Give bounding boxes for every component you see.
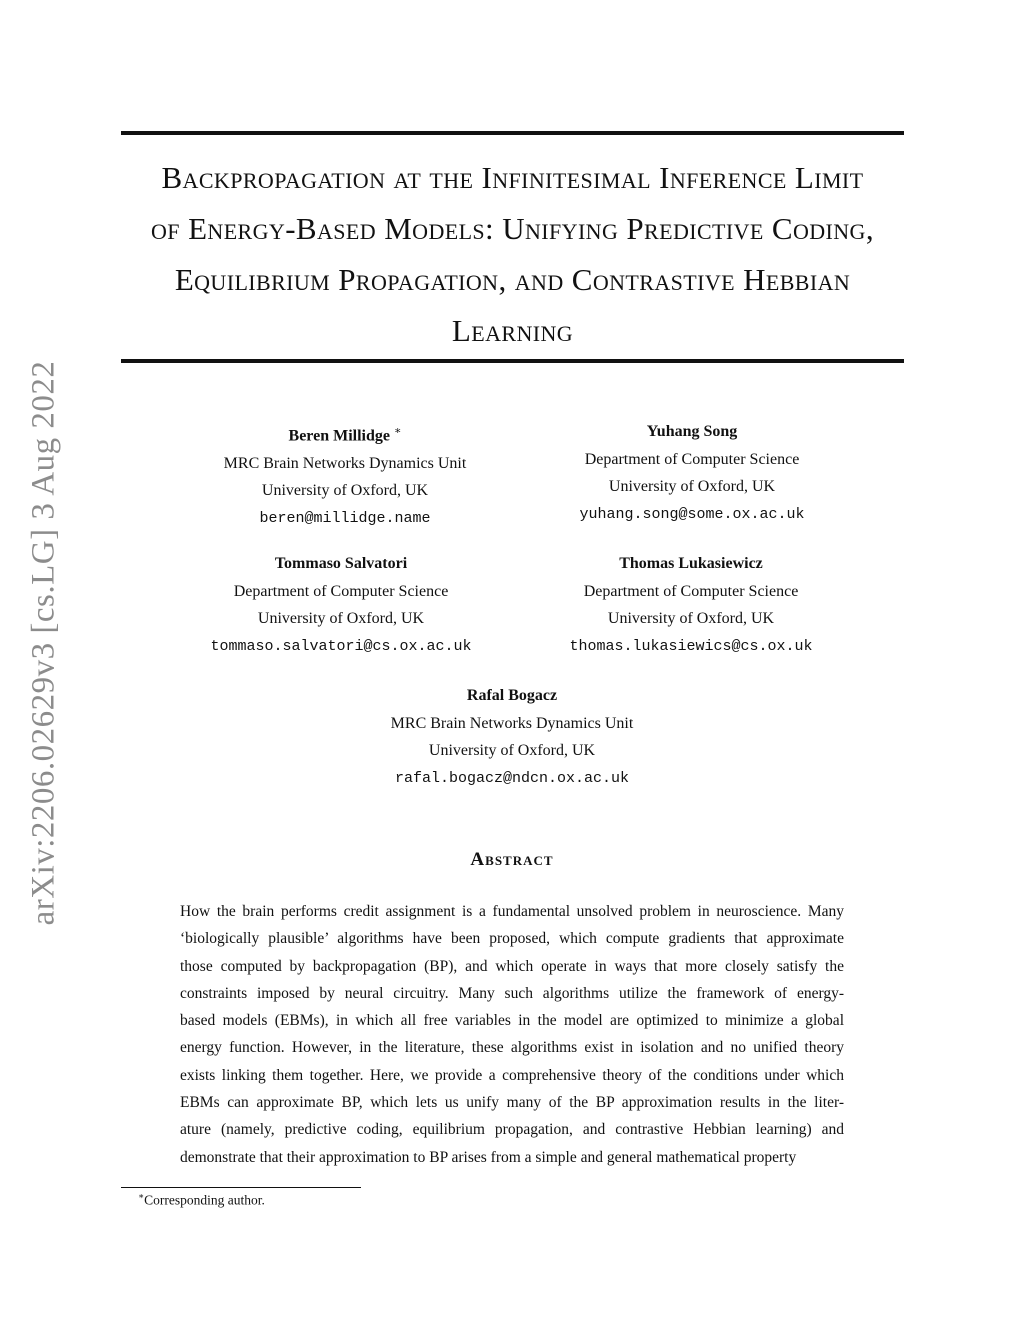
abstract-body	[180, 898, 844, 1171]
author-email[interactable]: thomas.lukasiewics@cs.ox.uk	[569, 637, 813, 655]
abstract-line: EBMs can approximate BP, which lets us unify many of the BP approximation results in the liter-	[180, 1094, 844, 1112]
author-institution: University of Oxford, UK	[608, 478, 776, 495]
title-line: Equilibrium Propagation, and Contrastive Hebbian	[174, 262, 851, 297]
author-affiliation: MRC Brain Networks Dynamics Unit	[223, 454, 467, 472]
author-name: Beren Millidge	[288, 427, 390, 445]
abstract-line: ature (namely, predictive coding, equilibrium propagation, and contrastive Hebbian learning) and	[180, 1121, 844, 1139]
paper-title	[121, 152, 904, 356]
footnote-rule	[121, 1187, 361, 1188]
abstract-line: How the brain performs credit assignment is a fundamental unsolved problem in neuroscience. Many	[180, 903, 844, 920]
author-institution: University of Oxford, UK	[261, 482, 429, 500]
footnote	[138, 1191, 265, 1209]
author-block-lukasiewicz	[511, 550, 871, 660]
author-name: Rafal Bogacz	[466, 687, 558, 704]
author-email[interactable]: tommaso.salvatori@cs.ox.ac.uk	[210, 637, 472, 655]
footnote-mark: ∗	[138, 1191, 145, 1201]
author-affiliation: MRC Brain Networks Dynamics Unit	[390, 714, 634, 732]
title-line: Learning	[451, 313, 574, 348]
author-block-millidge	[165, 418, 525, 532]
author-institution: University of Oxford, UK	[428, 742, 596, 759]
title-line: of Energy-Based Models: Unifying Predictive Coding,	[151, 211, 874, 246]
author-name: Tommaso Salvatori	[274, 555, 408, 572]
author-block-salvatori	[161, 550, 521, 660]
author-email[interactable]: beren@millidge.name	[259, 509, 431, 527]
abstract-line: based models (EBMs), in which all free variables in the model are optimized to minimize a global	[180, 1012, 844, 1030]
abstract-line: those computed by backpropagation (BP), and which operate in ways that more closely satisfy the	[180, 957, 844, 975]
author-name: Thomas Lukasiewicz	[619, 555, 763, 572]
author-institution: University of Oxford, UK	[257, 610, 425, 627]
author-institution: University of Oxford, UK	[607, 610, 775, 627]
abstract-line: ‘biologically plausible’ algorithms have been proposed, which compute gradients that approximate	[180, 930, 844, 948]
author-footnote-mark: ∗	[393, 425, 402, 437]
footnote-text: Corresponding author.	[144, 1192, 265, 1208]
author-email[interactable]: yuhang.song@some.ox.ac.uk	[579, 505, 805, 523]
author-block-bogacz	[332, 682, 692, 792]
abstract-line: exists linking them together. Here, we provide a comprehensive theory of the conditions under which	[180, 1066, 844, 1084]
title-line: Backpropagation at the Infinitesimal Inference Limit	[161, 160, 864, 195]
title-rule-top	[121, 131, 904, 135]
arxiv-identifier: arXiv:2206.02629v3 [cs.LG] 3 Aug 2022	[25, 360, 62, 926]
title-rule-bottom	[121, 359, 904, 363]
abstract-line: demonstrate that their approximation to BP arises from a simple and general mathematical property	[180, 1148, 797, 1166]
author-name: Yuhang Song	[646, 423, 738, 440]
author-affiliation: Department of Computer Science	[584, 450, 800, 468]
author-affiliation: Department of Computer Science	[233, 582, 449, 600]
author-email[interactable]: rafal.bogacz@ndcn.ox.ac.uk	[394, 769, 630, 787]
abstract-heading: Abstract	[470, 849, 554, 870]
abstract-line: constraints imposed by neural circuitry. Many such algorithms utilize the framework of energy-	[180, 984, 844, 1002]
author-affiliation: Department of Computer Science	[583, 582, 799, 600]
author-block-song	[512, 418, 872, 528]
abstract-line: energy function. However, in the literature, these algorithms exist in isolation and no unified theory	[180, 1039, 844, 1057]
